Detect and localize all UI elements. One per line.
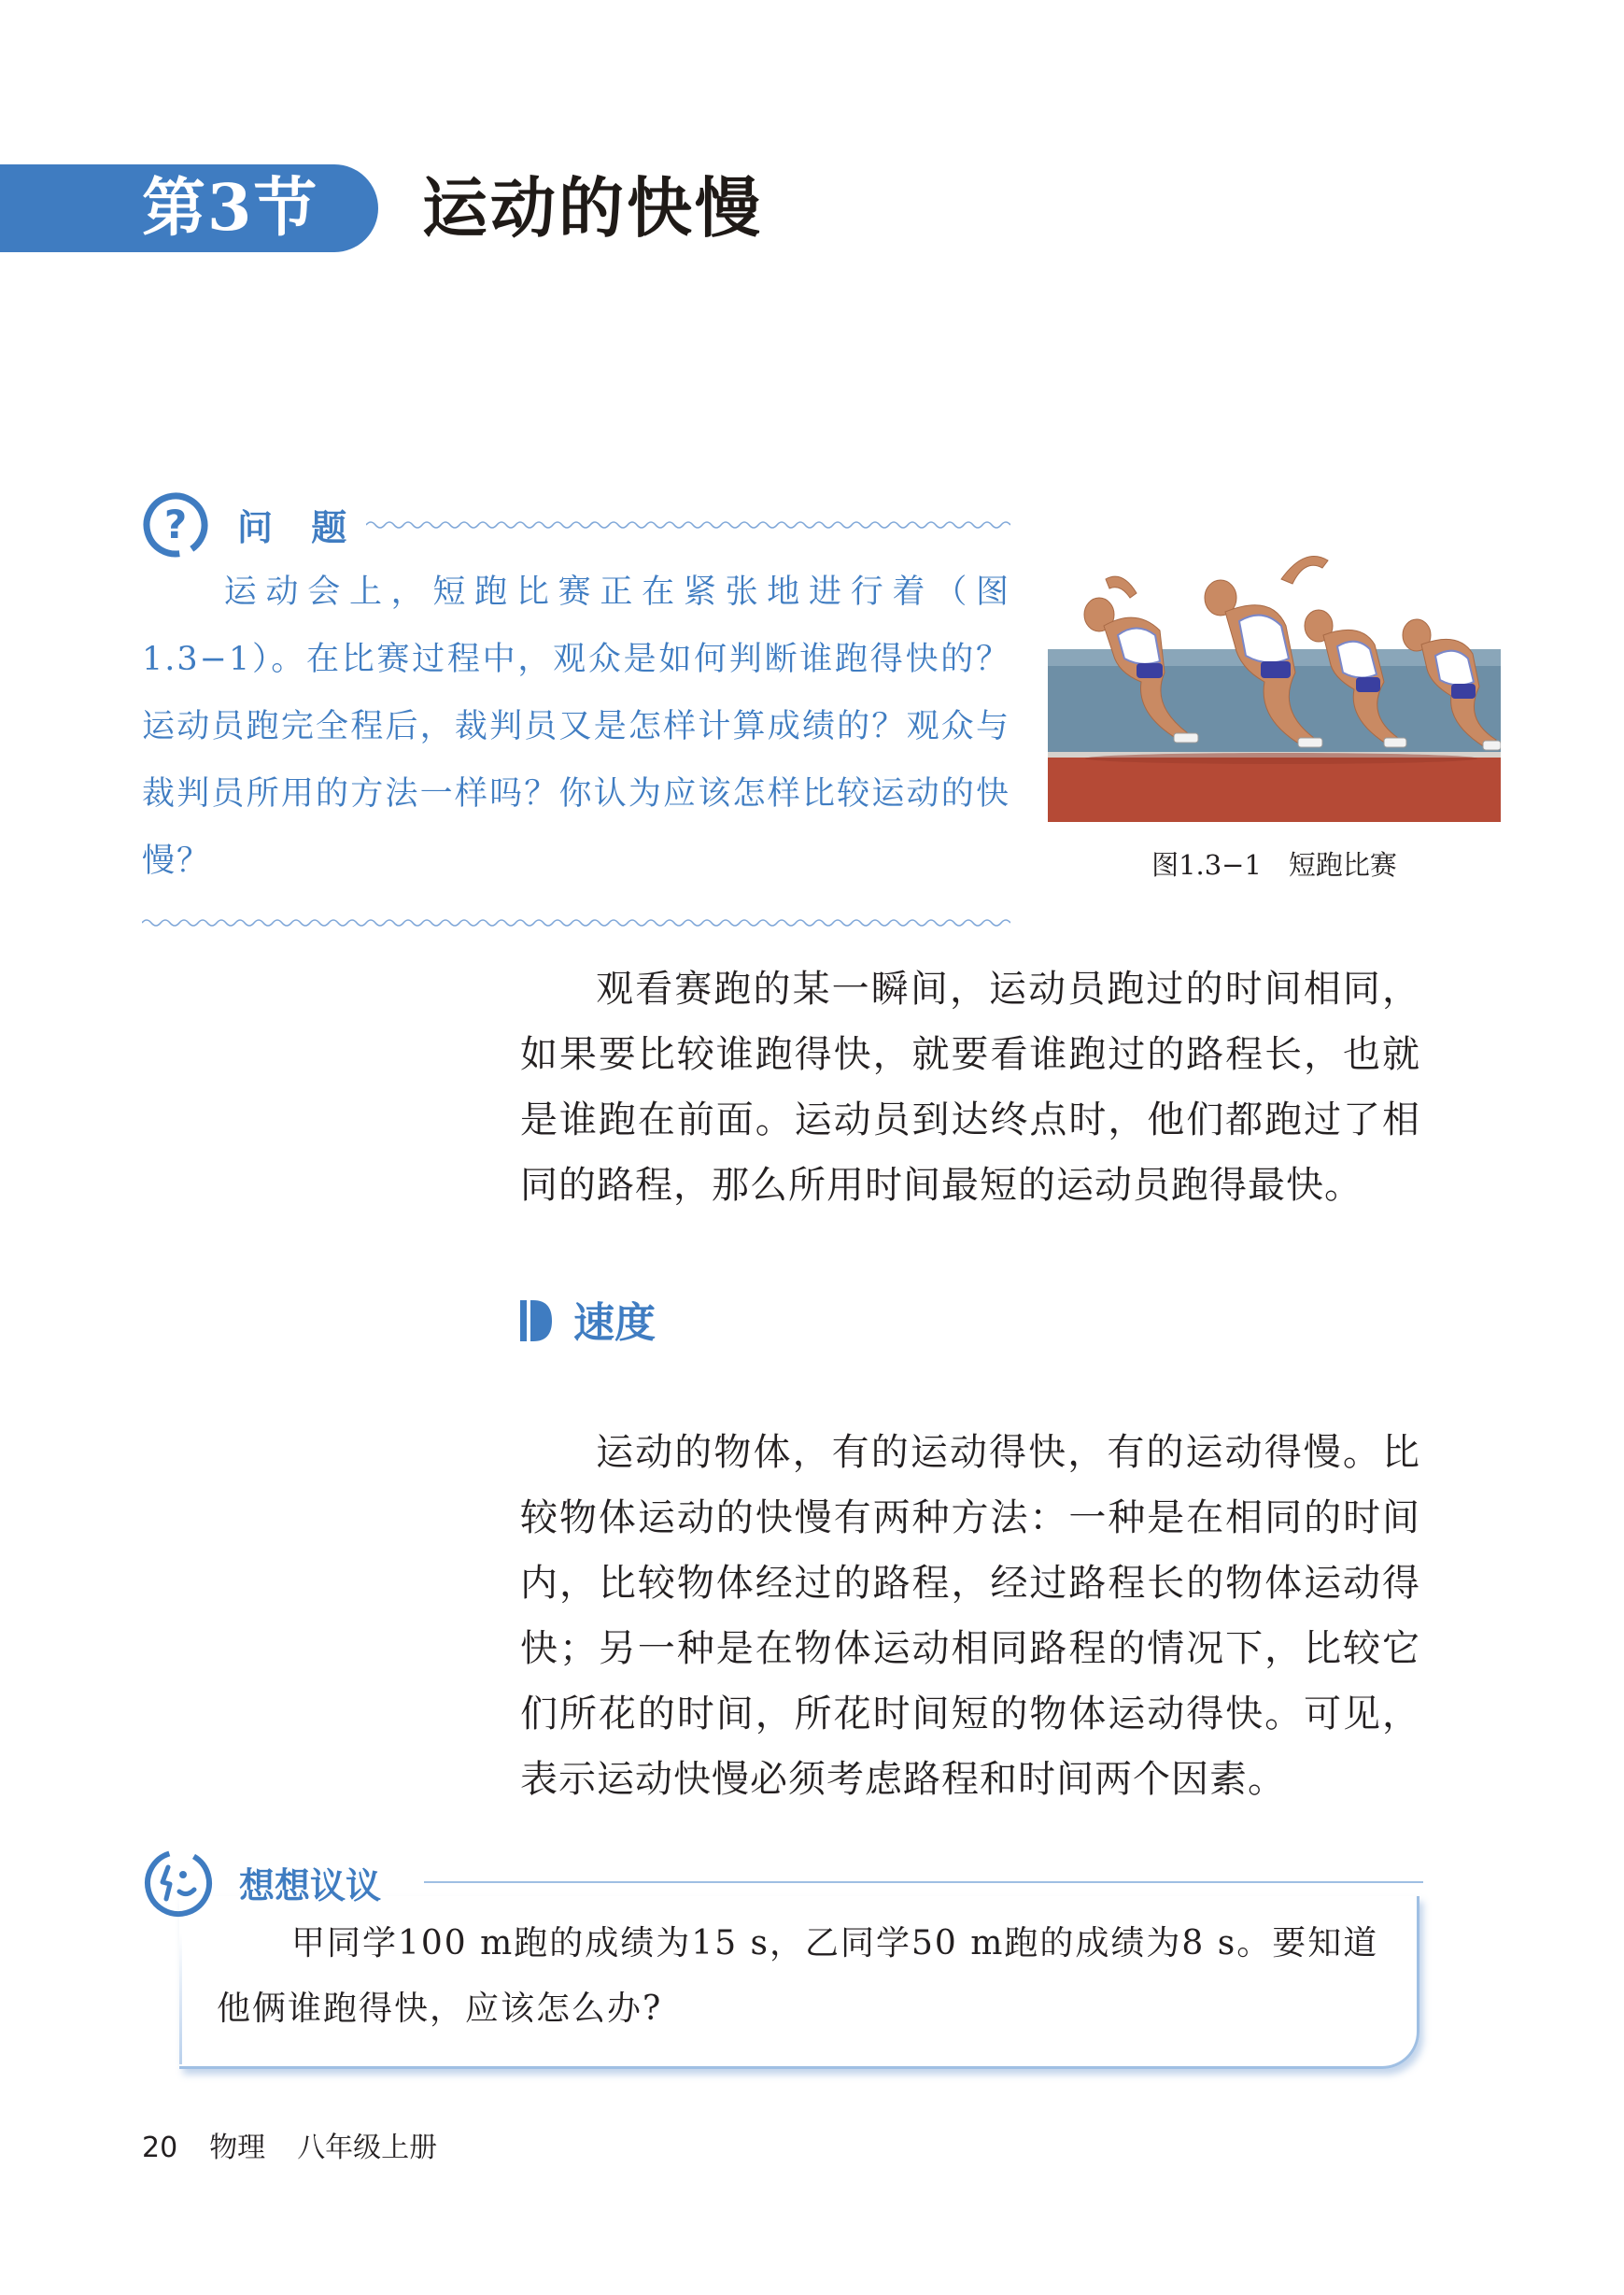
question-mark-icon xyxy=(142,491,209,559)
paragraph-2: 运动的物体，有的运动得快，有的运动得慢。比较物体运动的快慢有两种方法：一种是在相同的时间内，比较物体经过的路程，经过路程长的物体运动得快；另一种是在物体运动相同路程的情况下，比较它们所花的时间，所花时间短的物体运动得快。可见，表示运动快慢必须考虑路程和时间两个因素。 xyxy=(520,1431,1420,1801)
question-text: 运动会上，短跑比赛正在紧张地进行着（图1.3−1）。在比赛过程中，观众是如何判断谁跑得快的？运动员跑完全程后，裁判员又是怎样计算成绩的？观众与裁判员所用的方法一样吗？你认为应该怎样比较运动的快慢？ xyxy=(142,574,1010,880)
wavy-divider-bottom xyxy=(142,917,1010,928)
think-text: 甲同学100 m跑的成绩为15 s，乙同学50 m跑的成绩为8 s。要知道他俩谁跑得快，应该怎么办? xyxy=(217,1924,1379,2028)
footer-subject: 物理 xyxy=(209,2132,266,2164)
page-footer xyxy=(142,2124,469,2165)
sprint-race-photo xyxy=(1048,542,1501,822)
think-heading: 想想议议 xyxy=(239,1865,382,1906)
page-number: 20 xyxy=(142,2132,178,2164)
svg-text:?: ? xyxy=(163,502,188,547)
footer-grade: 八年级上册 xyxy=(297,2132,438,2164)
paragraph-1: 观看赛跑的某一瞬间，运动员跑过的时间相同，如果要比较谁跑得快，就要看谁跑过的路程长，也就是谁跑在前面。运动员到达终点时，他们都跑过了相同的路程，那么所用时间最短的运动员跑得最快。 xyxy=(520,968,1420,1207)
section-marker-icon xyxy=(520,1300,552,1341)
section-number-tab: 第3节 xyxy=(0,164,378,252)
question-heading: 问 题 xyxy=(237,507,360,548)
speed-heading: 速度 xyxy=(573,1299,656,1347)
wavy-divider-top xyxy=(366,519,1010,531)
figure-caption: 图1.3−1 短跑比赛 xyxy=(1151,849,1397,881)
think-box-left-edge xyxy=(179,1934,182,2064)
section-title: 运动的快慢 xyxy=(422,169,763,247)
think-heading-rule xyxy=(424,1881,1423,1883)
